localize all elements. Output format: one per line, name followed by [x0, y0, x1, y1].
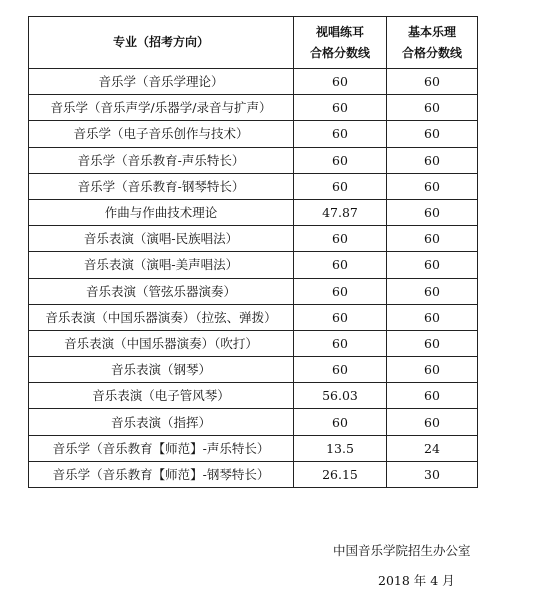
cell-music-theory-score: 60: [387, 173, 478, 199]
cell-music-theory-score: 60: [387, 199, 478, 225]
cell-major: 音乐学（音乐教育-声乐特长）: [29, 147, 294, 173]
table-row: [29, 330, 478, 356]
cell-sight-singing-score: 13.5: [294, 435, 387, 461]
cell-sight-singing-score: 47.87: [294, 199, 387, 225]
table-row: [29, 95, 478, 121]
table-row: [29, 226, 478, 252]
cell-major: 音乐学（音乐教育【师范】-钢琴特长）: [29, 461, 294, 487]
cell-sight-singing-score: 56.03: [294, 383, 387, 409]
cell-major: 音乐表演（中国乐器演奏）（拉弦、弹拨）: [29, 304, 294, 330]
cell-sight-singing-score: 60: [294, 252, 387, 278]
cell-major: 音乐学（音乐教育【师范】-声乐特长）: [29, 435, 294, 461]
cell-music-theory-score: 30: [387, 461, 478, 487]
cell-sight-singing-score: 60: [294, 121, 387, 147]
table-row: [29, 357, 478, 383]
cell-sight-singing-score: 26.15: [294, 461, 387, 487]
cell-music-theory-score: 60: [387, 69, 478, 95]
cell-sight-singing-score: 60: [294, 357, 387, 383]
cell-major: 音乐学（音乐学理论）: [29, 69, 294, 95]
cell-major: 音乐表演（电子管风琴）: [29, 383, 294, 409]
cell-major: 音乐学（电子音乐创作与技术）: [29, 121, 294, 147]
cell-major: 音乐表演（演唱-美声唱法）: [29, 252, 294, 278]
header-major: 专业（招考方向）: [29, 17, 294, 69]
cell-major: 音乐表演（钢琴）: [29, 357, 294, 383]
cell-music-theory-score: 60: [387, 330, 478, 356]
cell-major: 音乐表演（管弦乐器演奏）: [29, 278, 294, 304]
cell-sight-singing-score: 60: [294, 226, 387, 252]
cell-major: 音乐表演（演唱-民族唱法）: [29, 226, 294, 252]
cell-music-theory-score: 24: [387, 435, 478, 461]
header-sight-singing: [294, 17, 387, 69]
header-music-theory-line2: 合格分数线: [401, 45, 462, 60]
header-music-theory-line1: 基本乐理: [407, 25, 456, 40]
table-row: [29, 199, 478, 225]
cell-music-theory-score: 60: [387, 95, 478, 121]
cell-sight-singing-score: 60: [294, 95, 387, 121]
footer-date: 2018 年 4 月: [378, 573, 455, 588]
table-row: [29, 383, 478, 409]
cell-music-theory-score: 60: [387, 121, 478, 147]
cell-music-theory-score: 60: [387, 252, 478, 278]
cell-sight-singing-score: 60: [294, 147, 387, 173]
cell-major: 音乐表演（中国乐器演奏）（吹打）: [29, 330, 294, 356]
table-row: [29, 435, 478, 461]
table-row: [29, 69, 478, 95]
cell-major: 作曲与作曲技术理论: [29, 199, 294, 225]
cell-sight-singing-score: 60: [294, 409, 387, 435]
table-row: [29, 278, 478, 304]
cell-major: 音乐学（音乐教育-钢琴特长）: [29, 173, 294, 199]
cell-music-theory-score: 60: [387, 147, 478, 173]
table-row: [29, 121, 478, 147]
table-row: [29, 409, 478, 435]
cell-music-theory-score: 60: [387, 226, 478, 252]
table-row: [29, 147, 478, 173]
cell-sight-singing-score: 60: [294, 69, 387, 95]
score-table: [28, 16, 478, 488]
cell-music-theory-score: 60: [387, 383, 478, 409]
cell-music-theory-score: 60: [387, 304, 478, 330]
table-row: [29, 252, 478, 278]
table-header-row: [29, 17, 478, 69]
header-sight-singing-line2: 合格分数线: [309, 45, 370, 60]
footer-office: 中国音乐学院招生办公室: [333, 543, 471, 558]
cell-sight-singing-score: 60: [294, 278, 387, 304]
table-row: [29, 304, 478, 330]
cell-major: 音乐表演（指挥）: [29, 409, 294, 435]
cell-sight-singing-score: 60: [294, 304, 387, 330]
cell-sight-singing-score: 60: [294, 330, 387, 356]
cell-music-theory-score: 60: [387, 357, 478, 383]
cell-major: 音乐学（音乐声学/乐器学/录音与扩声）: [29, 95, 294, 121]
table-body: [29, 69, 478, 488]
header-sight-singing-line1: 视唱练耳: [315, 25, 364, 40]
header-music-theory: [387, 17, 478, 69]
table-row: [29, 461, 478, 487]
table-row: [29, 173, 478, 199]
cell-sight-singing-score: 60: [294, 173, 387, 199]
cell-music-theory-score: 60: [387, 409, 478, 435]
cell-music-theory-score: 60: [387, 278, 478, 304]
